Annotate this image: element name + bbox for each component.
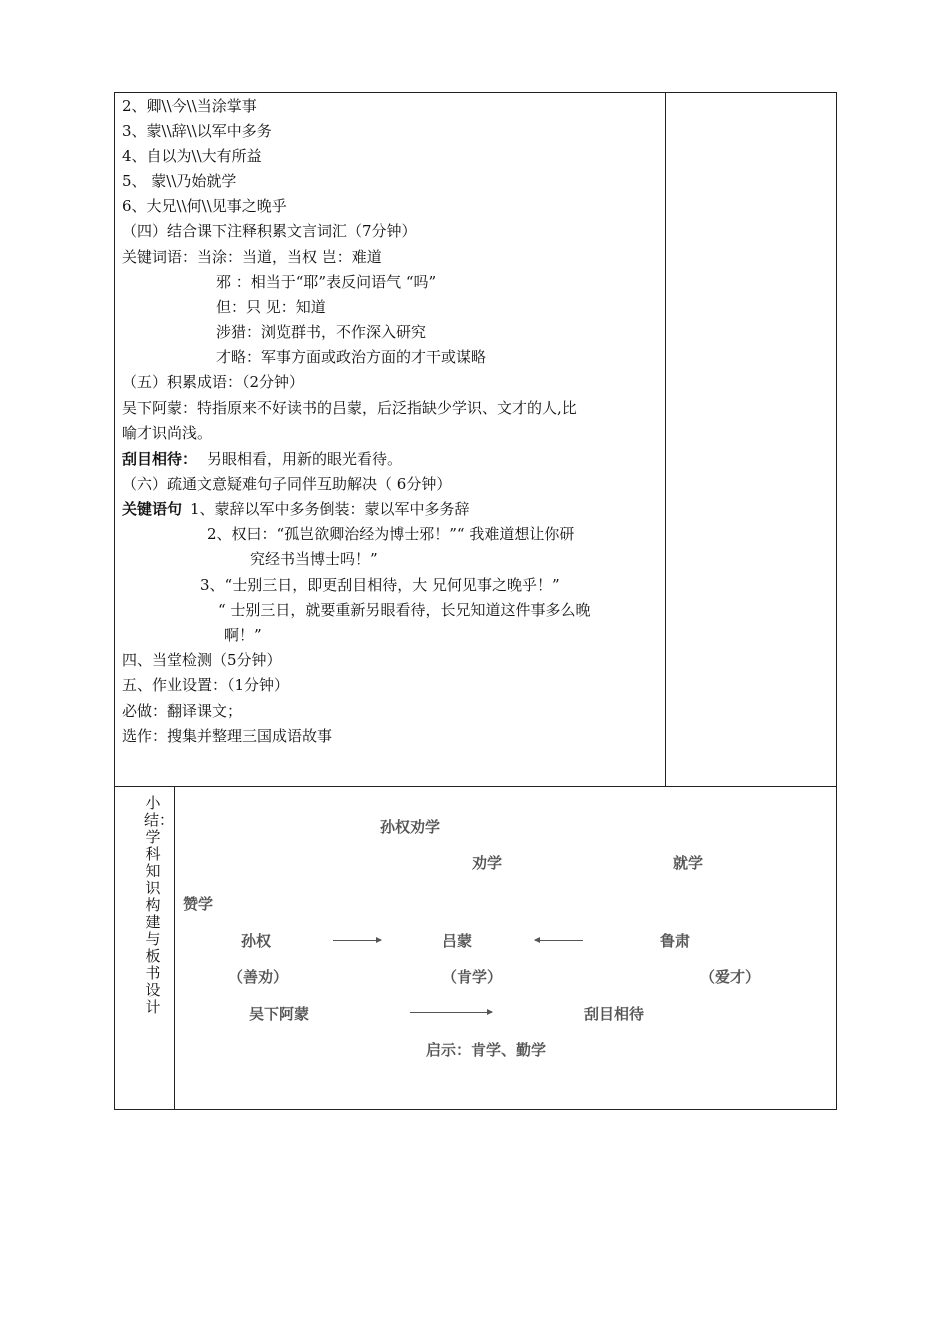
section-heading: （五）积累成语：（2分钟） [122,373,305,391]
text-line: 选作：搜集并整理三国成语故事 [122,727,333,745]
board-guamu: 刮目相待 [584,1005,645,1023]
text-line: 涉猎：浏览群书，不作深入研究 [216,323,427,341]
board-lusu: 鲁肃 [660,932,691,950]
column-divider-upper [665,92,666,786]
board-quanxue: 劝学 [472,854,503,872]
row-divider [114,786,837,787]
text-line: 必做：翻译课文； [122,702,243,720]
column-divider-lower [174,786,175,1110]
board-shanquan: （善劝） [228,968,289,986]
text-line: 但：只 见：知道 [216,298,326,316]
section-heading: 五、作业设置：（1分钟） [122,676,290,694]
board-lvmeng: 吕蒙 [442,932,473,950]
text-line: 5、 蒙\\乃始就学 [122,172,237,190]
text-line: 邪 ：相当于“耶”表反问语气 “吗” [216,273,437,291]
text-line: 2、卿\\今\\当涂掌事 [122,97,257,115]
board-wuxia: 吴下阿蒙 [249,1005,310,1023]
text-line: 吴下阿蒙：特指原来不好读书的吕蒙，后泛指缺少学识、文才的人,比 [122,399,577,417]
board-sunquan: 孙权 [241,932,272,950]
text-line: 4、自以为\\大有所益 [122,147,262,165]
text-line: 3、“士别三日，即更刮目相待，大 兄何见事之晚乎！” [200,576,560,594]
section-heading: 四、当堂检测（5分钟） [122,651,282,669]
board-title: 孙权劝学 [380,818,441,836]
text-line: 才略：军事方面或政治方面的才干或谋略 [216,348,487,366]
board-aicai: （爱才） [700,968,761,986]
section-heading: （四）结合课下注释积累文言词汇（7分钟） [122,222,417,240]
arrow-left-icon [535,940,583,941]
section-heading: （六）疏通文意疑难句子同伴互助解决（ 6分钟） [122,475,452,493]
text-line: 3、蒙\\辞\\以军中多务 [122,122,272,140]
text-line: “ 士别三日，就要重新另眼看待，长兄知道这件事多么晚 [218,601,591,619]
text-line: 6、大兄\\何\\见事之晚乎 [122,197,287,215]
idiom-term: 刮目相待： [122,450,198,468]
text-line: 1、蒙辞以军中多务倒装：蒙以军中多务辞 [190,500,470,518]
text-line: 啊！” [224,626,262,644]
text-line: 另眼相看，用新的眼光看待。 [207,450,403,468]
board-zanxue: 赞学 [183,895,214,913]
summary-label: 小结：学科知识构建与板书设计 [144,794,175,1016]
board-jiuxue: 就学 [673,854,704,872]
board-kenxue: （肯学） [442,968,503,986]
text-line: 2、权曰：“孤岂欲卿治经为博士邪！”“ 我难道想让你研 [207,525,575,543]
key-sentences-label: 关键语句 [122,500,183,518]
arrow-right-icon [333,940,381,941]
text-line: 关键词语：当涂：当道，当权 岂：难道 [122,248,382,266]
text-line: 究经书当博士吗！” [250,550,378,568]
board-qishi: 启示：肯学、勤学 [426,1041,547,1059]
text-line: 喻才识尚浅。 [122,424,213,442]
arrow-right-icon [410,1012,492,1013]
